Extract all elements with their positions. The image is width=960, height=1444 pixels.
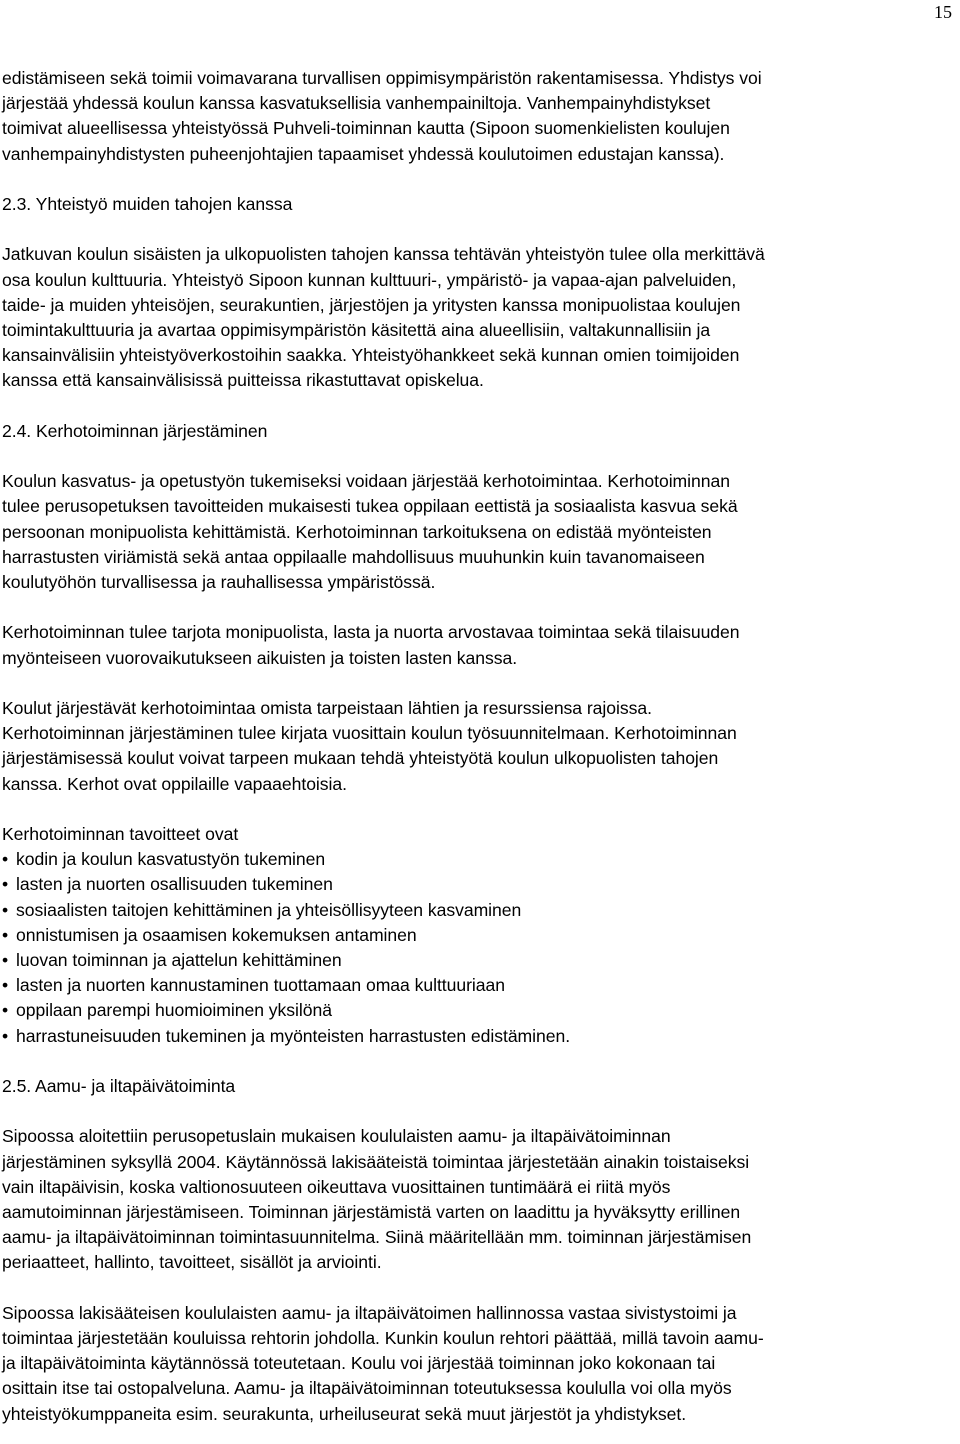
text-line: periaatteet, hallinto, tavoitteet, sisällöt ja arviointi. <box>2 1252 382 1273</box>
list-item <box>2 973 952 998</box>
text-line: kanssa että kansainvälisissä puitteissa rikastuttavat opiskelua. <box>2 370 484 391</box>
bullet-icon: • <box>2 849 9 870</box>
text-line: Koulut järjestävät kerhotoimintaa omista tarpeistaan lähtien ja resurssiensa rajoissa. <box>2 697 652 718</box>
list-item-text: lasten ja nuorten osallisuuden tukeminen <box>16 874 333 895</box>
text-line: harrastusten viriämistä sekä antaa oppilaalle mahdollisuus muuhunkin kuin tavanomaiseen <box>2 546 705 567</box>
section-heading-2-5: 2.5. Aamu- ja iltapäivätoiminta <box>2 1076 236 1096</box>
list-item <box>2 898 952 923</box>
bullet-icon: • <box>2 1000 9 1021</box>
text-line: myönteiseen vuorovaikutukseen aikuisten ja toisten lasten kanssa. <box>2 647 518 668</box>
list-item-text: oppilaan parempi huomioiminen yksilönä <box>16 1000 332 1021</box>
text-line: toimintakulttuuria ja avartaa oppimisympäristön käsitettä aina alueellisiin, valtakunnallisiin ja <box>2 320 711 340</box>
list-item <box>2 948 952 973</box>
text-line: järjestämisessä koulut voivat tarpeen mukaan tehdä yhteistyötä koulun ulkopuolisten tahojen <box>2 748 719 769</box>
text-line: kansainvälisiin yhteistyöverkostoihin saakka. Yhteistyöhankkeet sekä kunnan omien toimijoiden <box>2 345 740 366</box>
text-line: yhteistyökumppaneita esim. seurakunta, urheiluseurat sekä muut järjestöt ja yhdistykset. <box>2 1403 687 1424</box>
text-line: osa koulun kulttuuria. Yhteistyö Sipoon kunnan kulttuuri-, ympäristö- ja vapaa-ajan palveluiden, <box>2 269 737 290</box>
bullet-icon: • <box>2 975 9 996</box>
bullet-icon: • <box>2 899 9 920</box>
text-line: Kerhotoiminnan tulee tarjota monipuolista, lasta ja nuorta arvostavaa toimintaa sekä tilaisuuden <box>2 622 740 643</box>
text-line: Koulun kasvatus- ja opetustyön tukemiseksi voidaan järjestää kerhotoimintaa. Kerhotoiminnan <box>2 471 730 492</box>
section-2-5-paragraph-2 <box>2 1301 952 1427</box>
text-line: osittain itse tai ostopalveluna. Aamu- ja iltapäivätoiminnan toteutuksessa koululla voi olla myös <box>2 1378 732 1399</box>
text-line: aamutoiminnan järjestämiseen. Toiminnan järjestämistä varten on laadittu ja hyväksytty erillinen <box>2 1202 741 1222</box>
text-line: aamu- ja iltapäivätoiminnan toimintasuunnitelma. Siinä määritellään mm. toiminnan järjestämisen <box>2 1227 752 1248</box>
text-line: Kerhotoiminnan tavoitteet ovat <box>2 823 239 844</box>
text-line: Jatkuvan koulun sisäisten ja ulkopuolisten tahojen kanssa tehtävän yhteistyön tulee olla merkittävä <box>2 244 765 265</box>
text-line: Sipoossa lakisääteisen koululaisten aamu- ja iltapäivätoimen hallinnossa vastaa sivistystoimi ja <box>2 1302 737 1323</box>
text-line: järjestäminen syksyllä 2004. Käytännössä lakisääteistä toimintaa järjestetään ainakin toistaiseksi <box>2 1151 750 1172</box>
list-item-text: harrastuneisuuden tukeminen ja myönteisten harrastusten edistäminen. <box>16 1025 571 1046</box>
text-line: toimivat alueellisessa yhteistyössä Puhveli-toiminnan kautta (Sipoon suomenkielisten koulujen <box>2 118 730 139</box>
section-2-4-paragraph-3 <box>2 696 952 797</box>
bullet-icon: • <box>2 1025 9 1046</box>
list-item <box>2 872 952 897</box>
text-line: vain iltapäivisin, koska valtionosuuteen oikeuttava vuosittainen tuntimäärä ei riitä myös <box>2 1176 671 1197</box>
bullet-icon: • <box>2 924 9 945</box>
text-line: toimintaa järjestetään kouluissa rehtorin johdolla. Kunkin koulun rehtori päättää, millä tavoin aamu- <box>2 1328 764 1348</box>
text-line: Kerhotoiminnan järjestäminen tulee kirjata vuosittain koulun työsuunnitelmaan. Kerhotoiminnan <box>2 723 737 744</box>
section-2-4-paragraph-1 <box>2 469 952 595</box>
section-heading-2-4: 2.4. Kerhotoiminnan järjestäminen <box>2 420 268 441</box>
text-line: järjestää yhdessä koulun kanssa kasvatuksellisia vanhempainiltoja. Vanhempainyhdistykset <box>2 93 711 114</box>
bullet-icon: • <box>2 950 9 970</box>
text-line: ja iltapäivätoiminta käytännössä toteutetaan. Koulu voi järjestää toiminnan joko kokonaan tai <box>2 1353 716 1374</box>
text-line: edistämiseen sekä toimii voimavarana turvallisen oppimisympäristön rakentamisessa. Yhdistys voi <box>2 68 762 88</box>
text-line: persoonan monipuolista kehittämistä. Kerhotoiminnan tarkoituksena on edistää myönteisten <box>2 521 712 542</box>
list-item-text: luovan toiminnan ja ajattelun kehittäminen <box>16 950 342 970</box>
text-line: vanhempainyhdistysten puheenjohtajien tapaamiset yhdessä koulutoimen edustajan kanssa). <box>2 143 725 164</box>
section-2-3-paragraph <box>2 242 952 393</box>
text-line: koulutyöhön turvallisessa ja rauhallisessa ympäristössä. <box>2 572 436 592</box>
list-item <box>2 847 952 872</box>
goals-list <box>2 847 952 1049</box>
text-line: Sipoossa aloitettiin perusopetuslain mukaisen koululaisten aamu- ja iltapäivätoiminnan <box>2 1126 671 1147</box>
text-line: kanssa. Kerhot ovat oppilaille vapaaehtoisia. <box>2 773 347 794</box>
text-line: taide- ja muiden yhteisöjen, seurakuntien, järjestöjen ja yritysten kanssa monipuolistaa koulujen <box>2 294 741 315</box>
section-2-4-paragraph-2 <box>2 620 952 670</box>
intro-paragraph <box>2 66 952 167</box>
page-number: 15 <box>934 2 952 22</box>
section-2-5-paragraph-1 <box>2 1124 952 1275</box>
list-item-text: lasten ja nuorten kannustaminen tuottamaan omaa kulttuuriaan <box>16 975 505 996</box>
list-item-text: sosiaalisten taitojen kehittäminen ja yhteisöllisyyteen kasvaminen <box>16 899 522 920</box>
list-item <box>2 923 952 948</box>
bullet-icon: • <box>2 874 9 895</box>
section-heading-2-3: 2.3. Yhteistyö muiden tahojen kanssa <box>2 194 293 214</box>
list-item-text: onnistumisen ja osaamisen kokemuksen antaminen <box>16 924 417 945</box>
list-item-text: kodin ja koulun kasvatustyön tukeminen <box>16 849 326 870</box>
goals-title <box>2 822 952 847</box>
list-item <box>2 998 952 1023</box>
document-body <box>2 66 952 1427</box>
text-line: tulee perusopetuksen tavoitteiden mukaisesti tukea oppilaan eettistä ja sosiaalista kasvua sekä <box>2 496 738 517</box>
list-item <box>2 1024 952 1049</box>
